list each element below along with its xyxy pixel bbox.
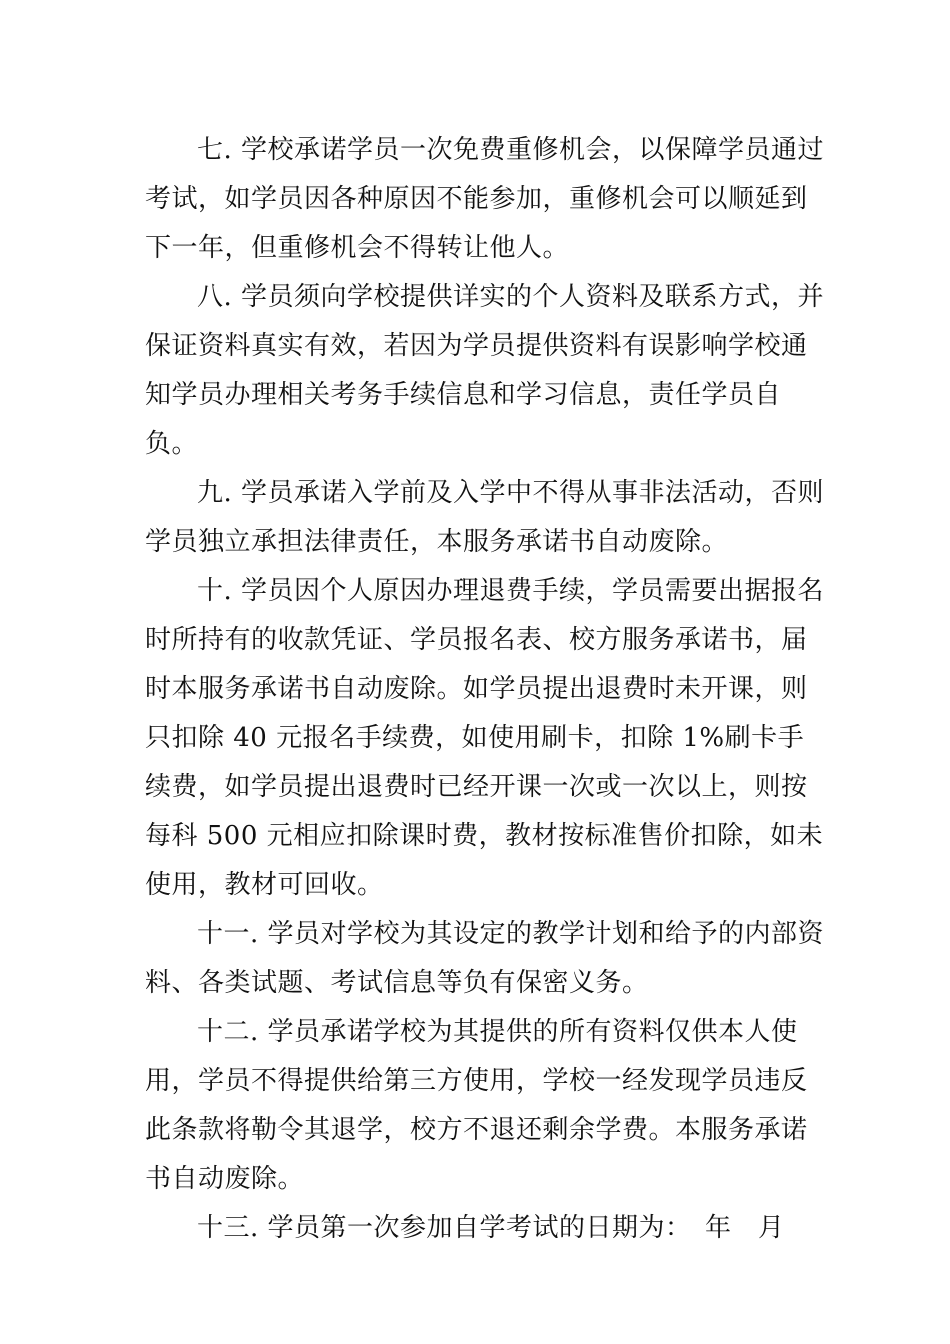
clause-7: 七. 学校承诺学员一次免费重修机会，以保障学员通过考试，如学员因各种原因不能参加，重修机会可以顺延到下一年，但重修机会不得转让他人。	[145, 135, 825, 263]
clause-12: 十二. 学员承诺学校为其提供的所有资料仅供本人使用，学员不得提供给第三方使用，学校一经发现学员违反此条款将勒令其退学，校方不退还剩余学费。本服务承诺书自动废除。	[145, 1017, 808, 1194]
clause-9: 九. 学员承诺入学前及入学中不得从事非法活动，否则学员独立承担法律责任，本服务承诺书自动废除。	[145, 478, 825, 557]
clause-10: 十. 学员因个人原因办理退费手续，学员需要出据报名时所持有的收款凭证、学员报名表、校方服务承诺书，届时本服务承诺书自动废除。如学员提出退费时未开课，则只扣除 40 元报名手续费，如使用刷卡，扣除 1%刷卡手续费，如学员提出退费时已经开课一次或一次以上，则按每科 500 元相应扣除课时费，教材按标准售价扣除，如未使用，教材可回收。	[145, 576, 825, 900]
clause-8: 八. 学员须向学校提供详实的个人资料及联系方式，并保证资料真实有效，若因为学员提供资料有误影响学校通知学员办理相关考务手续信息和学习信息，责任学员自负。	[145, 282, 825, 459]
clause-13: 十三. 学员第一次参加自学考试的日期为： 年 月	[197, 1213, 785, 1243]
clause-11: 十一. 学员对学校为其设定的教学计划和给予的内部资料、各类试题、考试信息等负有保密义务。	[145, 919, 825, 998]
